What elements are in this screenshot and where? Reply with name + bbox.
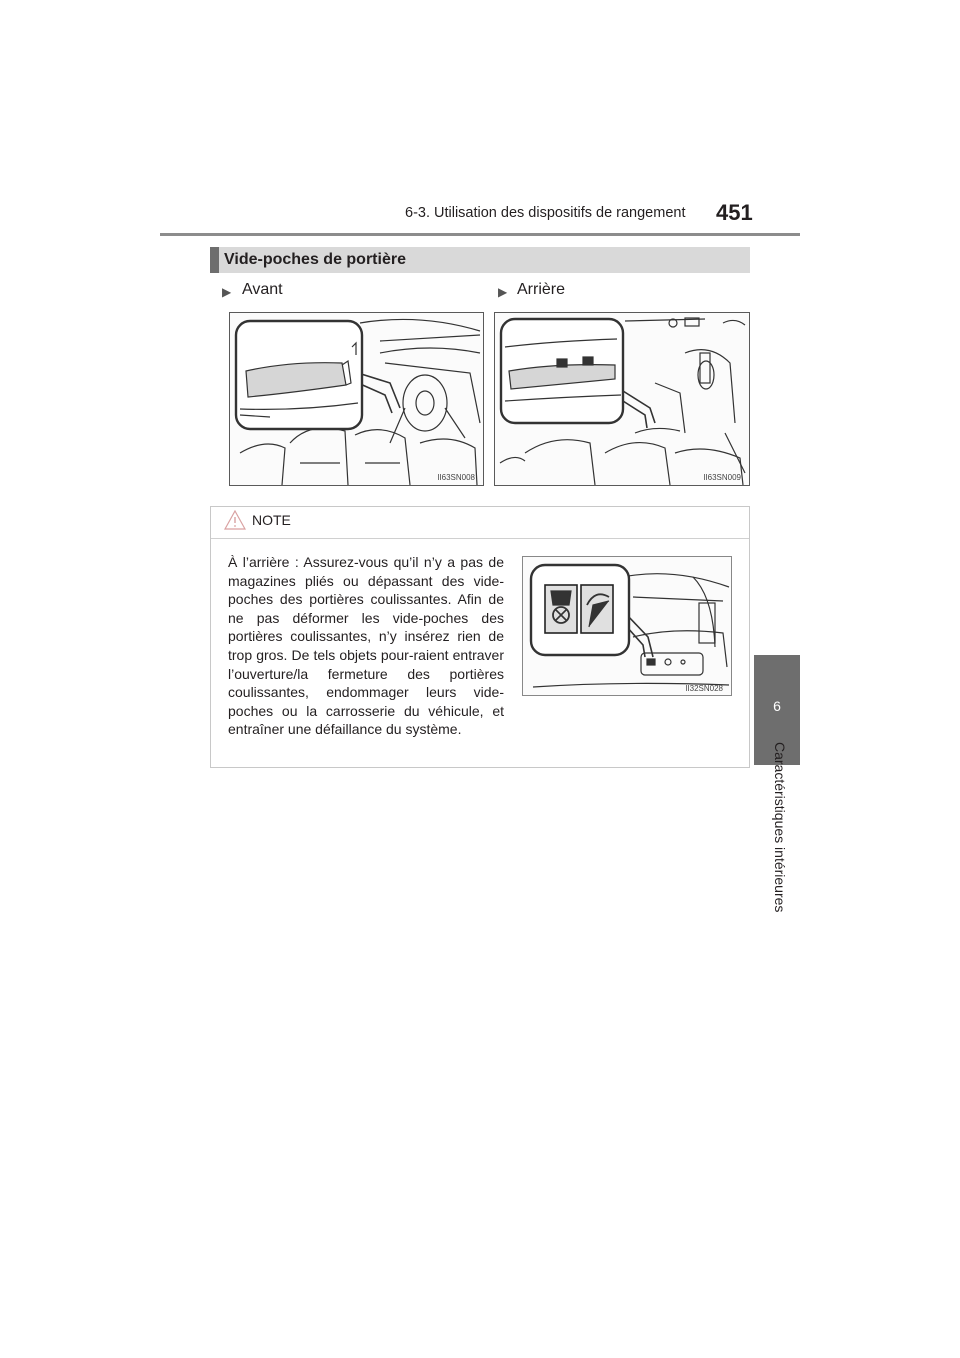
- rear-image-code: II63SN009: [703, 473, 741, 482]
- section-title: Vide-poches de portière: [224, 251, 406, 268]
- front-image-code: II63SN008: [437, 473, 475, 482]
- note-header-rule: [211, 538, 749, 539]
- running-header-section: 6-3. Utilisation des dispositifs de rangement: [405, 205, 686, 221]
- bullet-triangle-icon: ▶: [222, 285, 232, 299]
- warning-triangle-icon: [224, 510, 246, 530]
- chapter-number: 6: [773, 698, 781, 714]
- rear-door-pocket-illustration: [494, 312, 750, 486]
- front-door-pocket-illustration: [229, 312, 484, 486]
- rear-label: Arrière: [517, 281, 566, 298]
- page-number: 451: [716, 200, 753, 225]
- note-label: NOTE: [252, 512, 291, 528]
- rear-pocket-warning-illustration: [522, 556, 732, 696]
- note-text: À l’arrière : Assurez-vous qu’il n’y a pas de magazines pliés ou dépassant des vide-poches des portières coulissantes. Afin de ne pas déformer les vide-poches des portières coulissantes, n’y insérez rien de trop gros. De tels objets pour-raient entraver l’ouverture/la fermeture des portières coulissantes, endommager leurs vide-poches ou la carrosserie du véhicule, et entraîner une défaillance du système.: [228, 554, 504, 738]
- note-image-code: II32SN028: [685, 684, 723, 693]
- bullet-triangle-icon: ▶: [498, 285, 508, 299]
- chapter-title: Caractéristiques intérieures: [772, 742, 788, 913]
- header-rule: [160, 233, 800, 236]
- front-label: Avant: [242, 281, 283, 298]
